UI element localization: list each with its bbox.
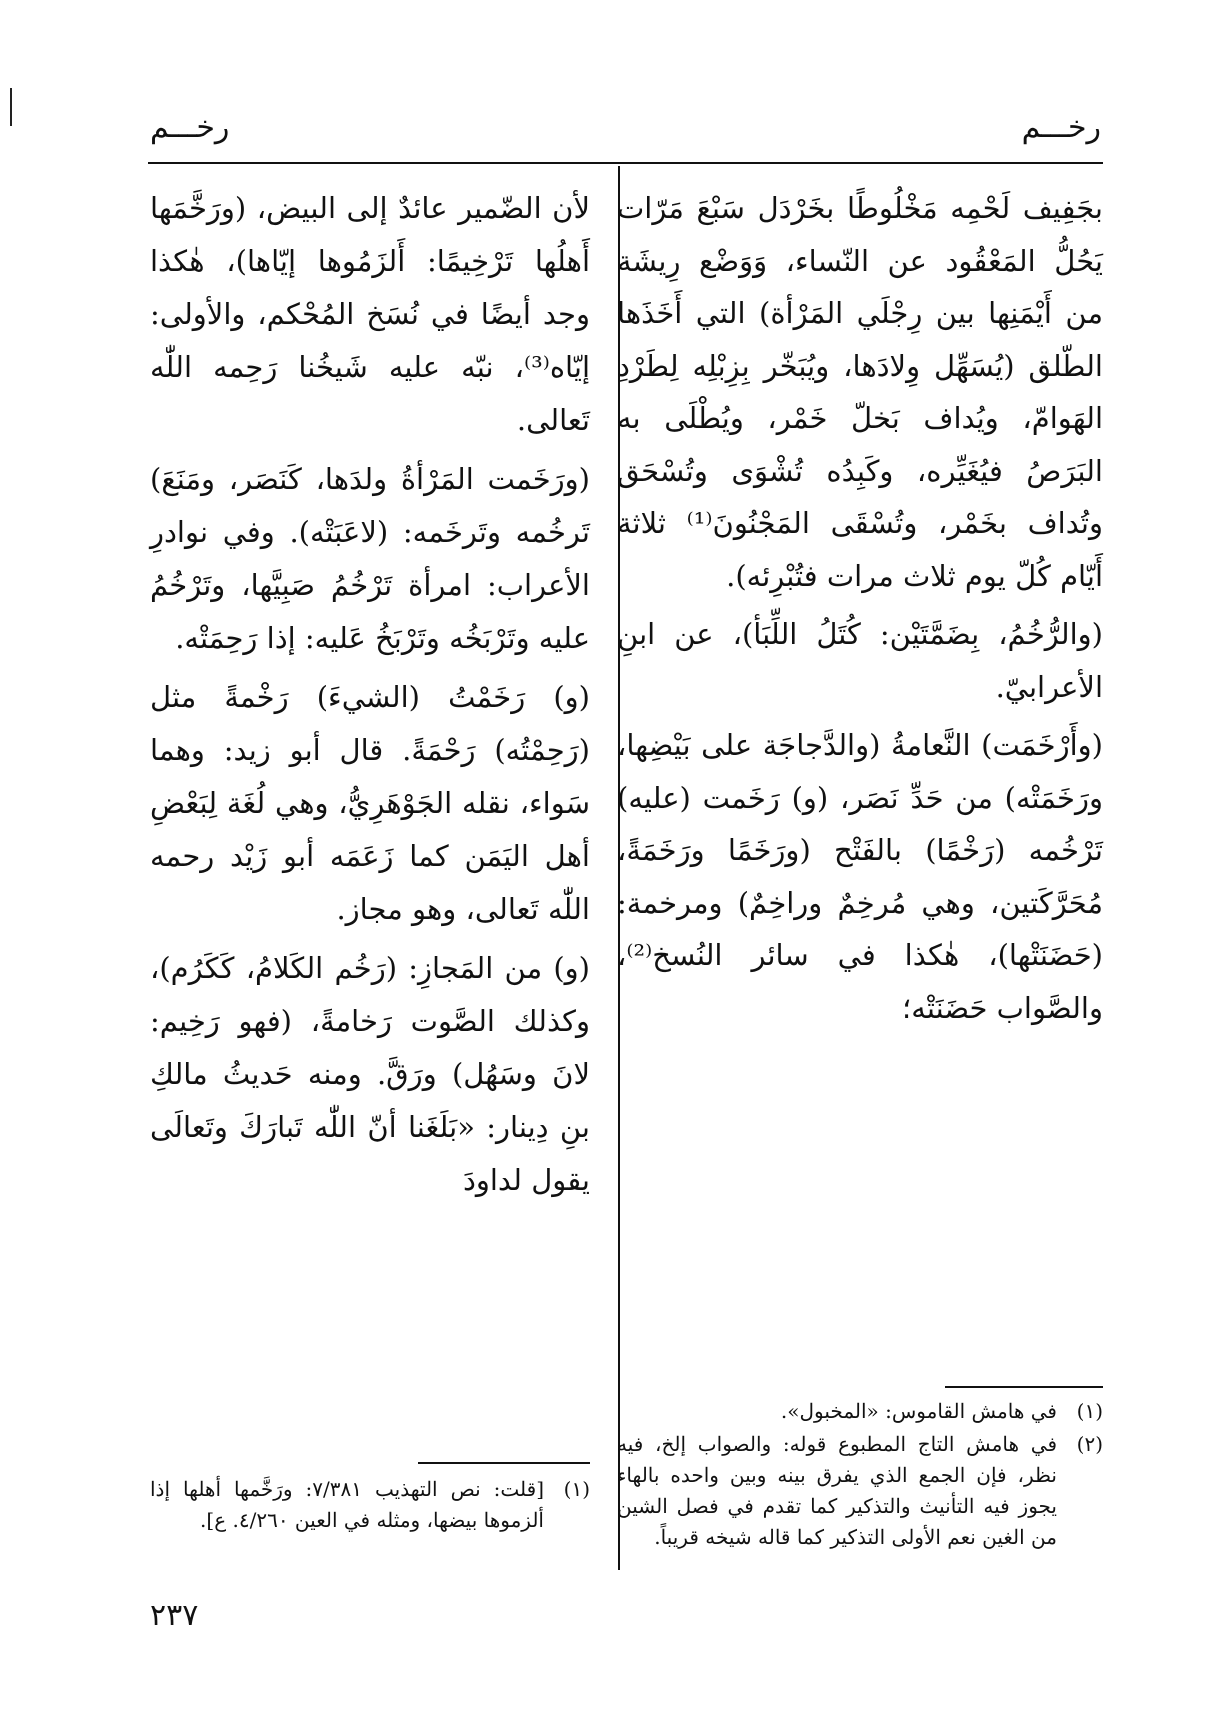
- footnote-number: (١): [1076, 1399, 1103, 1423]
- right-paragraph-1: بجَفِيف لَحْمِه مَخْلُوطًا بخَرْدَل سَبْعَ مَرّات يَحُلُّ المَعْقُود عن النّساء، وَوَضْع رِيشَة من أَيْمَنِها بين رِجْلَي المَرْأة) التي أَخَذَها الطّلق (يُسَهِّل وِلادَها، ويُبَخّر بِزِبْلِه لِطَرْدِ الهَوامّ، ويُداف بَخلّ خَمْر، ويُطْلَى به البَرَصُ فيُغَيِّره، وكَبِدُه تُشْوَى وتُسْحَق وتُداف بخَمْر، وتُسْقَى المَجْنُونَ⁽¹⁾ ثلاثة أَيّام كُلّ يوم ثلاث مرات فتُبْرِئه).: [617, 191, 1103, 593]
- running-header-left: رخـــم: [150, 110, 230, 145]
- footnote-text: في هامش التاج المطبوع قوله: والصواب إلخ، فيه نظر، فإن الجمع الذي يفرق بينه وبين واحده بالهاء يجوز فيه التأنيث والتذكير كما تقدم في فصل الشين من الغين نعم الأولى التذكير كما قاله شيخه قريباً.: [617, 1432, 1057, 1549]
- footnote-text: [قلت: نص التهذيب ٧/٣٨١: ورَخَّمها أهلها إذا ألزموها بيضها، ومثله في العين ٤/٢٦٠. ع].: [150, 1477, 544, 1532]
- footnote-number: (٢): [1076, 1432, 1103, 1456]
- footnotes-left: [150, 1474, 590, 1538]
- footnote-rule-right: [945, 1386, 1103, 1388]
- right-column: [617, 182, 1103, 1040]
- left-paragraph-3: (و) رَخَمْتُ (الشيءَ) رَخْمةً مثل (رَحِمْتُه) رَحْمَةً. قال أبو زيد: وهما سَواء، نقله الجَوْهَرِيُّ، وهي لُغَة لِبَعْضِ أهل اليَمَن كما زَعَمَه أبو زَيْد رحمه اللّٰه تَعالى، وهو مجاز.: [150, 680, 590, 926]
- running-header-right: رخـــم: [1021, 110, 1101, 145]
- left-paragraph-4: (و) من المَجازِ: (رَخُم الكَلامُ، كَكَرُم)، وكذلك الصَّوت رَخامةً، (فهو رَخِيم: لانَ وسَهُل) ورَقَّ. ومنه حَديثُ مالكِ بنِ دِينار: «بَلَغَنا أنّ اللّٰه تَبارَكَ وتَعالَى يقول لداودَ: [150, 951, 590, 1197]
- footnote: [617, 1396, 1103, 1427]
- footnote-rule-left: [418, 1462, 590, 1464]
- left-paragraph-2: (ورَخَمت المَرْأةُ ولدَها، كَنَصَر، ومَنَعَ) تَرخُمه وتَرخَمه: (لاعَبَتْه). وفي نوادرِ الأعراب: امرأة تَرْخُمُ صَبِيَّها، وتَرْخُمُ عليه وتَرْبَخُه وتَرْبَخُ عَليه: إذا رَحِمَتْه.: [150, 462, 590, 655]
- footnote-number: (١): [563, 1477, 590, 1501]
- scan-edge-mark: [10, 88, 12, 126]
- footnote: [150, 1474, 590, 1536]
- footnote-text: في هامش القاموس: «المخبول».: [780, 1399, 1057, 1423]
- right-paragraph-3: (وأَرْخَمَت) النَّعامةُ (والدَّجاجَة على بَيْضِها، ورَخَمَتْه) من حَدِّ نَصَر، (و) رَخَمت (عليه) تَرْخُمه (رَخْمًا) بالفَتْح (ورَخَمًا ورَخَمَةً، مُحَرَّكَتين، وهي مُرخِمٌ وراخِمٌ) ومرخمة: (حَضَنَتْها)، هٰكذا في سائر النُسخ⁽²⁾، والصَّواب حَضَنَتْه؛: [617, 728, 1103, 1025]
- right-paragraph-2: (والرُّخُمُ، بِضَمَّتَيْن: كُتَلُ اللِّبَأ)، عن ابنِ الأعرابيّ.: [617, 617, 1103, 704]
- left-paragraph-1: لأن الضّمير عائدٌ إلى البيض، (ورَخَّمَها أَهلُها تَرْخِيمًا: أَلزَمُوها إيّاها)، هٰكذا وجد أيضًا في نُسَخ المُحْكم، والأولى: إيّاه⁽³⁾، نبّه عليه شَيخُنا رَحِمه اللّٰه تَعالى.: [150, 191, 590, 437]
- page-number: ٢٣٧: [150, 1598, 199, 1633]
- footnote: [617, 1429, 1103, 1553]
- left-column: [150, 182, 590, 1213]
- footnotes-right: [617, 1396, 1103, 1555]
- header-rule: [148, 162, 1103, 164]
